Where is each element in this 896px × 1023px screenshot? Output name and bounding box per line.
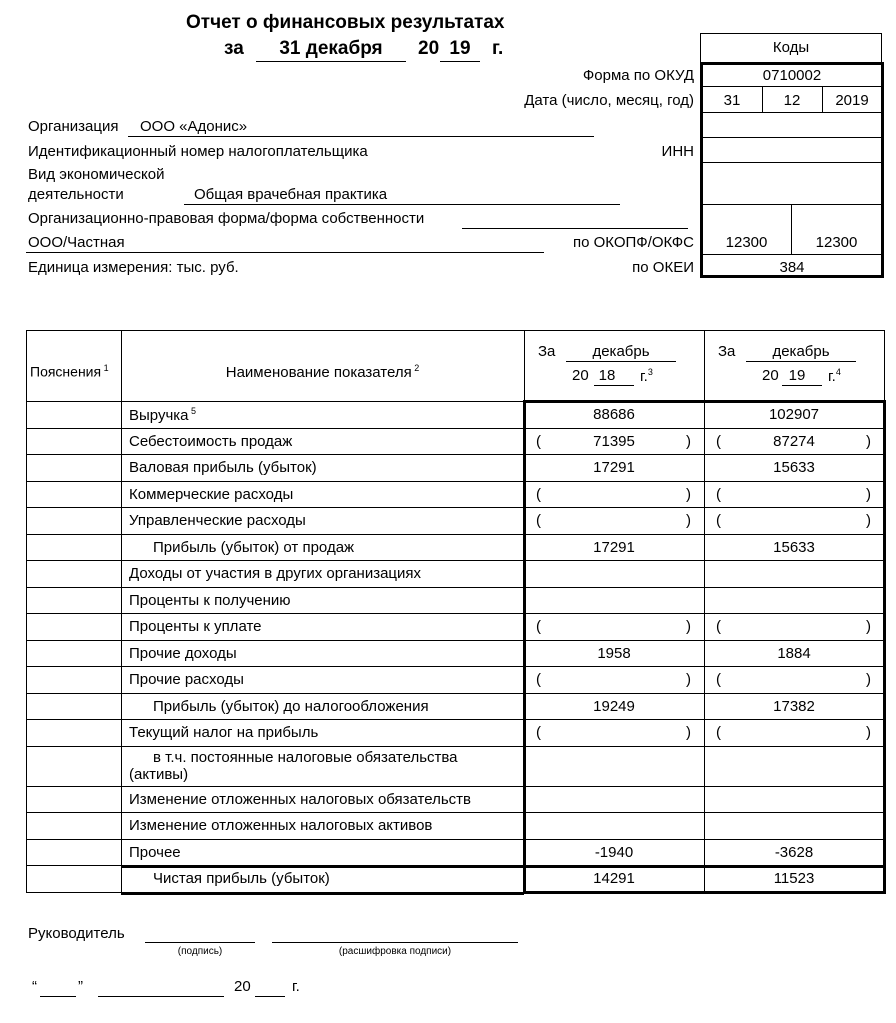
row-line (26, 812, 524, 813)
row-value-2019: 102907 (768, 406, 820, 423)
row-name: Прибыль (убыток) до налогообложения (153, 697, 429, 715)
row-value-2019: 17382 (773, 697, 815, 715)
row-name: Доходы от участия в других организациях (129, 565, 422, 582)
row-line (26, 454, 524, 455)
row-value-2018: 19249 (593, 697, 635, 715)
row-value-2018: 14291 (593, 870, 635, 887)
row-line (524, 534, 884, 535)
col1-za: За (538, 343, 556, 360)
row-line (26, 560, 524, 561)
inn-label: ИНН (661, 143, 694, 160)
legal-form-line (462, 228, 688, 229)
col2-g: г.$^4$ (828, 367, 841, 385)
date-month-value: 12 (783, 92, 801, 109)
inn-full-label: Идентификационный номер налогоплательщика (28, 143, 368, 160)
date-year-value: 2019 (835, 92, 869, 109)
paren-close: ) (686, 724, 691, 741)
row-name: Текущий налог на прибыль (129, 724, 319, 741)
table-right-line (884, 330, 885, 401)
row-line (26, 613, 524, 614)
report-za: за (224, 38, 244, 59)
row-name: Проценты к уплате (129, 618, 262, 635)
row-name: Проценты к получению (129, 591, 291, 609)
col1-g: г.$^3$ (640, 367, 653, 385)
col1-month-line (566, 361, 676, 362)
col-name-header: Наименование показателя $^2$ (225, 363, 420, 381)
row-value-2018: 1958 (597, 644, 631, 662)
col1-year: 18 (598, 367, 616, 384)
paren-close: ) (686, 432, 691, 450)
date-label: Дата (число, месяц, год) (524, 92, 694, 109)
row-value-2019: 1884 (777, 644, 811, 662)
okei-value: 384 (779, 259, 805, 276)
row-value-2019: 11523 (773, 870, 815, 887)
okud-value: 0710002 (762, 67, 822, 84)
report-year: 19 (449, 38, 471, 59)
col2-year: 19 (788, 367, 806, 384)
okopf-value: 12300 (725, 234, 768, 251)
row-line (26, 746, 524, 747)
table-col-line (121, 330, 122, 892)
footer-g: г. (292, 978, 300, 995)
row-name: Изменение отложенных налоговых обязательств (129, 790, 472, 808)
row-line (26, 693, 524, 694)
paren-close: ) (866, 671, 871, 688)
col1-year-line (594, 385, 634, 386)
paren-open: ( (716, 618, 721, 635)
row-line (26, 786, 524, 787)
row-line (524, 613, 884, 614)
row-name: Управленческие расходы (129, 512, 306, 529)
row-name: Валовая прибыль (убыток) (129, 459, 317, 476)
row-name-footnote: 5 (188, 406, 197, 416)
row-line (524, 786, 884, 787)
paren-close: ) (866, 432, 871, 450)
decode-caption: (расшифровка подписи) (338, 946, 452, 957)
row-value-2018: 71395 (593, 432, 635, 450)
footer-year-line (255, 996, 285, 997)
codes-line (702, 112, 882, 113)
report-date-line (256, 61, 406, 62)
report-title: Отчет о финансовых результатах (186, 12, 505, 33)
row-name: Коммерческие расходы (129, 485, 294, 503)
col1-year-prefix: 20 (572, 367, 589, 384)
codes-label: Коды (772, 39, 810, 56)
row-name: Выручка $^5$ (129, 406, 197, 424)
row-line (26, 839, 524, 840)
row-value-2019: 87274 (773, 432, 815, 450)
col2-year-line (782, 385, 822, 386)
codes-line (702, 86, 882, 87)
row-line (524, 693, 884, 694)
paren-open: ( (716, 724, 721, 741)
row-line (524, 507, 884, 508)
okopf-label: по ОКОПФ/ОКФС (572, 234, 694, 251)
paren-open: ( (536, 432, 541, 450)
activity-value: Общая врачебная практика (194, 186, 388, 203)
table-left-line (26, 330, 27, 892)
legal-form-value: ООО/Частная (28, 234, 125, 251)
row-line (524, 587, 884, 588)
row-name: Прочее (129, 843, 181, 861)
okfs-value: 12300 (815, 234, 858, 251)
quote-open: “ (32, 978, 37, 995)
report-year-prefix: 20 (418, 38, 440, 59)
row-line (26, 865, 524, 866)
row-line (524, 719, 884, 720)
row-line (26, 428, 524, 429)
org-value: ООО «Адонис» (140, 118, 248, 135)
row-value-2018: 88686 (593, 406, 635, 423)
row-line (524, 428, 884, 429)
legal-form-value-line (26, 252, 544, 253)
table-top-line (26, 330, 884, 331)
row-value-2018: -1940 (594, 843, 634, 861)
row-name: Прочие доходы (129, 644, 237, 662)
row-line (524, 666, 884, 667)
report-g: г. (492, 38, 504, 59)
col1-month: декабрь (592, 343, 650, 360)
row-name: в т.ч. постоянные налоговые обязательства (153, 748, 458, 766)
paren-open: ( (716, 671, 721, 688)
codes-line (702, 254, 882, 255)
row-line (524, 640, 884, 641)
col-notes-header: Пояснения $^1$ (30, 363, 109, 380)
org-line (128, 136, 594, 137)
row-line (524, 839, 884, 840)
row-line (524, 812, 884, 813)
org-label: Организация (28, 118, 119, 135)
col2-year-prefix: 20 (762, 367, 779, 384)
activity-label-2: деятельности (28, 186, 124, 203)
signature-line (145, 942, 255, 943)
row-value-2019: 15633 (773, 538, 815, 556)
row-line (26, 401, 524, 402)
head-label: Руководитель (28, 925, 125, 942)
date-day-value: 31 (723, 92, 741, 109)
col2-month: декабрь (772, 343, 830, 360)
row-line (524, 481, 884, 482)
paren-open: ( (536, 618, 541, 635)
row-name: Прочие расходы (129, 671, 244, 688)
paren-open: ( (716, 512, 721, 529)
row-name: Чистая прибыль (убыток) (153, 870, 330, 887)
signature-caption: (подпись) (177, 946, 223, 957)
day-line (40, 996, 76, 997)
row-line (26, 666, 524, 667)
codes-line (702, 204, 882, 205)
footer-year-prefix: 20 (234, 978, 251, 995)
paren-close: ) (686, 512, 691, 529)
row-value-2018: 17291 (593, 538, 635, 556)
table-col-line (524, 330, 525, 401)
paren-open: ( (536, 724, 541, 741)
report-year-line (440, 61, 480, 62)
row-line (26, 640, 524, 641)
paren-close: ) (686, 671, 691, 688)
paren-close: ) (866, 724, 871, 741)
row-name: Изменение отложенных налоговых активов (129, 817, 433, 834)
row-value-2019: 15633 (773, 459, 815, 476)
paren-open: ( (716, 485, 721, 503)
paren-close: ) (866, 618, 871, 635)
okud-label: Форма по ОКУД (582, 67, 694, 84)
row-line (524, 865, 884, 866)
paren-open: ( (716, 432, 721, 450)
okei-label: по ОКЕИ (632, 259, 694, 276)
paren-close: ) (866, 512, 871, 529)
paren-open: ( (536, 671, 541, 688)
month-line (98, 996, 224, 997)
paren-close: ) (686, 618, 691, 635)
legal-form-label: Организационно-правовая форма/форма собственности (28, 210, 425, 227)
row-name-cont: (активы) (129, 765, 189, 783)
row-line (524, 454, 884, 455)
decode-line (272, 942, 518, 943)
paren-open: ( (536, 512, 541, 529)
col2-month-line (746, 361, 856, 362)
row-value-2018: 17291 (593, 459, 635, 476)
row-line (524, 560, 884, 561)
codes-line (702, 162, 882, 163)
net-profit-line (121, 892, 524, 895)
row-line (26, 534, 524, 535)
paren-close: ) (866, 485, 871, 503)
activity-label-1: Вид экономической (28, 166, 165, 183)
row-line (26, 719, 524, 720)
quote-close: ” (78, 978, 83, 995)
row-value-2019: -3628 (774, 843, 814, 861)
row-line (26, 507, 524, 508)
col2-za: За (718, 343, 736, 360)
row-line (26, 481, 524, 482)
row-line (524, 746, 884, 747)
activity-line (184, 204, 620, 205)
paren-open: ( (536, 485, 541, 503)
row-name: Себестоимость продаж (129, 432, 293, 450)
unit-label: Единица измерения: тыс. руб. (28, 259, 239, 276)
row-name: Прибыль (убыток) от продаж (153, 538, 355, 556)
codes-line (702, 137, 882, 138)
paren-close: ) (686, 485, 691, 503)
row-line (26, 587, 524, 588)
report-date: 31 декабря (279, 38, 383, 59)
